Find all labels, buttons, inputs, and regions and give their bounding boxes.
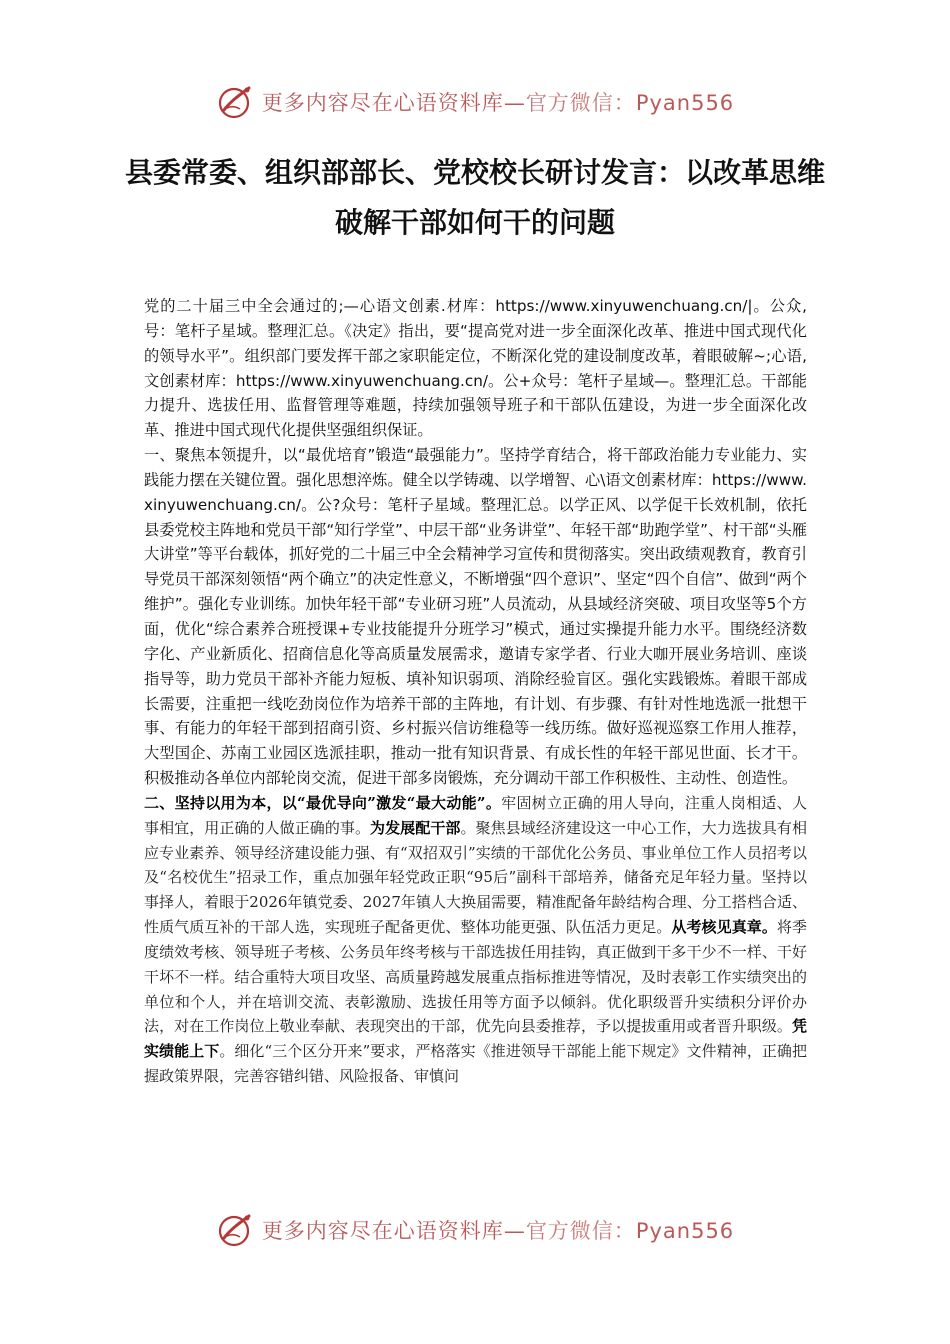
banner-text: 更多内容尽在心语资料库—官方微信：Pyan556 — [261, 91, 735, 115]
subheading-fazhan: 为发展配干部 — [370, 818, 461, 837]
subheading-kaohe: 从考核见真章。 — [671, 918, 777, 937]
document-body — [144, 294, 807, 1089]
header-banner — [0, 80, 950, 124]
subheading-shiji: 凭实绩能上下 — [144, 1017, 807, 1061]
section-two-heading: 二、坚持以用为本，以“最优导向”激发“最大动能”。 — [144, 793, 502, 812]
brush-logo-icon — [216, 1210, 256, 1250]
paragraph-section-two: 二、坚持以用为本，以“最优导向”激发“最大动能”。牢固树立正确的用人导向，注重人岗相适、人事相宜，用正确的人做正确的事。为发展配干部。聚焦县域经济建设这一中心工作，大力选拔具有相应专业素养、领导经济建设能力强、有“双招双引”实绩的干部优化公务员、事业单位工作人员招考以及“名校优生”招录工作，重点加强年轻党政正职“95后”副科干部培养，储备充足年轻力量。坚持以事择人，着眼于2026年镇党委、2027年镇人大换届需要，精准配备年龄结构合理、分工搭档合适、性质气质互补的干部人选，实现班子配备更优、整体功能更强、队伍活力更足。从考核见真章。将季度绩效考核、领导班子考核、公务员年终考核与干部选拔任用挂钩，真正做到干多干少不一样、干好干坏不一样。结合重特大项目攻坚、高质量跨越发展重点指标推进等情况，及时表彰工作实绩突出的单位和个人，并在培训交流、表彰激励、选拔任用等方面予以倾斜。优化职级晋升实绩积分评价办法，对在工作岗位上敬业奉献、表现突出的干部，优先向县委推荐，予以提拔重用或者晋升职级。凭实绩能上下。细化“三个区分开来”要求，严格落实《推进领导干部能上能下规定》文件精神，正确把握政策界限，完善容错纠错、风险报备、审慎问 — [144, 793, 807, 1086]
brush-logo-icon — [216, 82, 256, 122]
banner-text: 更多内容尽在心语资料库—官方微信：Pyan556 — [261, 1219, 735, 1243]
paragraph-intro: 党的二十届三中全会通过的;—心语文创素.材库：https://www.xinyuwenchuang.cn/|。公众,号：笔杆子星域。整理汇总。《决定》指出，要“提高党对进一步全面深化改革、推进中国式现代化的领导水平”。组织部门要发挥干部之家职能定位，不断深化党的建设制度改革，着眼破解~;心语,文创素材库：https://www.xinyuwenchuang.cn/。公+众号：笔杆子星域—。整理汇总。干部能力提升、选拔任用、监督管理等难题，持续加强领导班子和干部队伍建设，为进一步全面深化改革、推进中国式现代化提供坚强组织保证。 — [144, 297, 807, 440]
paragraph-section-one: 一、聚焦本领提升，以“最优培育”锻造“最强能力”。坚持学育结合，将干部政治能力专业能力、实践能力摆在关键位置。强化思想淬炼。健全以学铸魂、以学增智、心\语文创素材库：https://www.xinyuwenchuang.cn/。公?众号：笔杆子星域。整理汇总。以学正风、以学促干长效机制，依托县委党校主阵地和党员干部“知行学堂”、中层干部“业务讲堂”、年轻干部“助跑学堂”、村干部“头雁大讲堂”等平台载体，抓好党的二十届三中全会精神学习宣传和贯彻落实。突出政绩观教育，教育引导党员干部深刻领悟“两个确立”的决定性意义，不断增强“四个意识”、坚定“四个自信”、做到“两个维护”。强化专业训练。加快年轻干部“专业研习班”人员流动，从县域经济突破、项目攻坚等5个方面，优化“综合素养合班授课+专业技能提升分班学习”模式，通过实操提升能力水平。围绕经济数字化、产业新质化、招商信息化等高质量发展需求，邀请专家学者、行业大咖开展业务培训、座谈指导等，助力党员干部补齐能力短板、填补知识弱项、消除经验盲区。强化实践锻炼。着眼干部成长需要，注重把一线吃劲岗位作为培养干部的主阵地，有计划、有步骤、有针对性地选派一批想干事、有能力的年轻干部到招商引资、乡村振兴信访维稳等一线历练。做好巡视巡察工作用人推荐，大型国企、苏南工业园区选派挂职，推动一批有知识背景、有成长性的年轻干部见世面、长才干。积极推动各单位内部轮岗交流，促进干部多岗锻炼，充分调动干部工作积极性、主动性、创造性。 — [144, 446, 807, 788]
page-title: 县委常委、组织部部长、党校校长研讨发言：以改革思维破解干部如何干的问题 — [124, 156, 825, 239]
footer-banner — [0, 1208, 950, 1252]
